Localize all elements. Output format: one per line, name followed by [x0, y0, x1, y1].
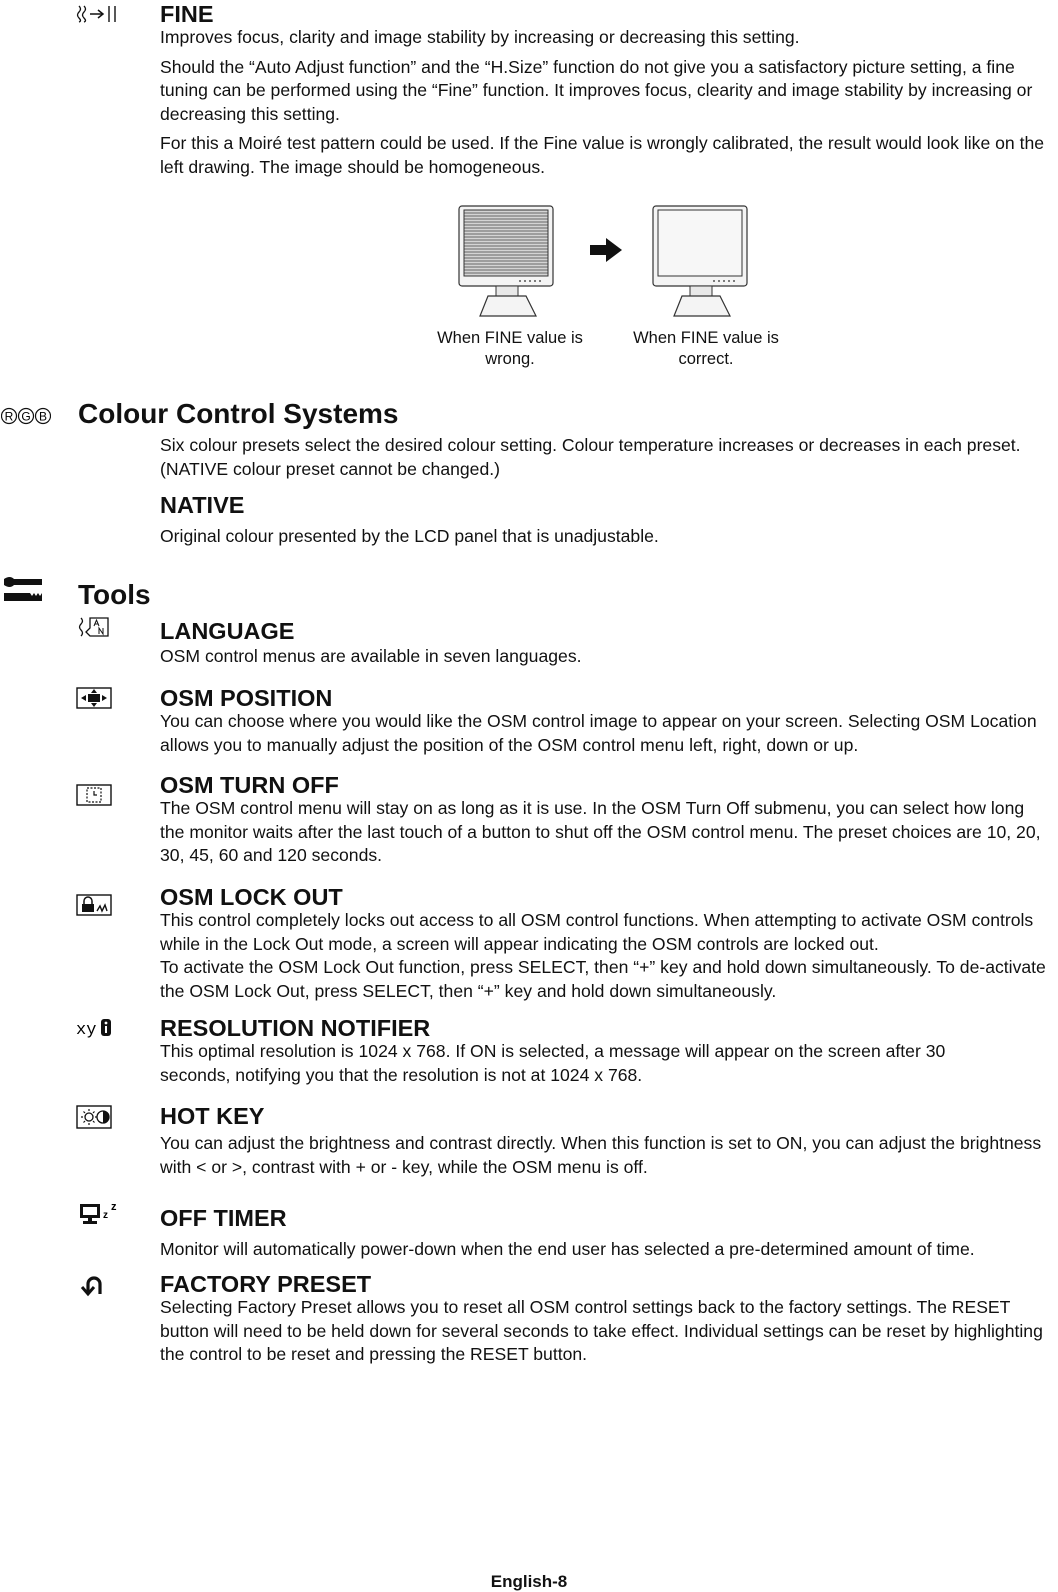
off-timer-title: OFF TIMER — [160, 1205, 287, 1231]
fine-intro: Improves focus, clarity and image stability by increasing or decreasing this setting. — [160, 27, 800, 47]
hot-key-text: You can adjust the brightness and contrast directly. When this function is set to ON, you can adjust the brightness with < or >, contrast with + or - key, while the OSM menu is off. — [160, 1133, 1042, 1177]
osm-position-section — [160, 686, 1048, 757]
arrow-right-icon — [590, 238, 622, 262]
language-section — [160, 619, 1048, 669]
fine-paragraph-2: Should the “Auto Adjust function” and the “H.Size” function do not give you a satisfactory picture setting, a fine tuning can be performed using the “Fine” function. It improves focus, clearity and image stability by increasing or decreasing this setting. — [160, 56, 1033, 124]
tools-icon — [2, 575, 44, 605]
fine-paragraph-3: For this a Moiré test pattern could be used. If the Fine value is wrongly calibrated, the result would look like on the left drawing. The image should be homogeneous. — [160, 133, 1045, 177]
native-text: Original colour presented by the LCD panel that is unadjustable. — [160, 526, 659, 546]
colour-control-title: Colour Control Systems — [78, 398, 399, 429]
osm-turn-off-title: OSM TURN OFF — [160, 772, 339, 798]
factory-preset-icon — [80, 1274, 102, 1298]
osm-turn-off-text: The OSM control menu will stay on as long as it is use. In the OSM Turn Off submenu, you can select how long the monitor waits after the last touch of a button to shut off the OSM control menu. The preset choices are 10, 20, 30, 45, 60 and 120 seconds. — [160, 798, 1041, 865]
osm-position-text: You can choose where you would like the OSM control image to appear on your screen. Selecting OSM Location allows you to manually adjust the position of the OSM control menu left, right, down or up. — [160, 711, 1037, 755]
osm-lock-out-section — [160, 885, 1048, 1003]
colour-intro: Six colour presets select the desired colour setting. Colour temperature increases or decreases in each preset. (NATIVE colour preset cannot be changed.) — [160, 435, 1021, 479]
sleep-z-small: z — [103, 1210, 108, 1221]
resolution-icon-letters: xy — [76, 1021, 97, 1039]
monitor-correct-icon — [653, 206, 747, 316]
page-number: English-8 — [490, 1572, 568, 1591]
language-title: LANGUAGE — [160, 618, 295, 644]
osm-lock-out-title: OSM LOCK OUT — [160, 884, 343, 910]
native-title: NATIVE — [160, 492, 245, 518]
factory-preset-section — [160, 1272, 1048, 1367]
rgb-letter-b: B — [38, 409, 48, 424]
hot-key-title: HOT KEY — [160, 1103, 265, 1129]
resolution-notifier-icon — [75, 1017, 115, 1039]
hot-key-section — [160, 1104, 1048, 1179]
colour-section — [160, 434, 1048, 549]
caption-wrong: When FINE value is wrong. — [437, 329, 583, 368]
caption-correct: When FINE value is correct. — [633, 329, 779, 368]
hot-key-icon — [76, 1105, 112, 1129]
monitor-wrong-icon — [459, 206, 553, 316]
osm-turn-off-section — [160, 773, 1048, 868]
sleep-z-large: z — [111, 1201, 117, 1213]
fine-section — [160, 2, 1048, 179]
resolution-notifier-text: This optimal resolution is 1024 x 768. If ON is selected, a message will appear on the screen after 30 seconds, notifying you that the resolution is not at 1024 x 768. — [160, 1041, 946, 1085]
rgb-icon — [1, 406, 51, 426]
tools-title: Tools — [78, 579, 151, 610]
language-text: OSM control menus are available in seven languages. — [160, 646, 582, 666]
rgb-letter-r: R — [4, 409, 14, 424]
factory-preset-title: FACTORY PRESET — [160, 1271, 372, 1297]
osm-turn-off-icon — [76, 784, 112, 806]
rgb-letter-g: G — [21, 409, 31, 424]
off-timer-icon — [78, 1198, 124, 1228]
osm-position-icon — [76, 687, 112, 709]
off-timer-text: Monitor will automatically power-down when the end user has selected a pre-determined amount of time. — [160, 1239, 975, 1259]
resolution-notifier-section — [160, 1016, 1048, 1087]
resolution-notifier-title: RESOLUTION NOTIFIER — [160, 1015, 431, 1041]
fine-icon — [76, 4, 122, 24]
fine-illustration — [450, 200, 760, 325]
osm-lock-out-text-1: This control completely locks out access to all OSM control functions. When attempting to activate OSM controls while in the Lock Out mode, a screen will appear indicating the OSM controls are locked out. — [160, 910, 1034, 954]
osm-position-title: OSM POSITION — [160, 685, 333, 711]
language-icon — [76, 616, 114, 640]
factory-preset-text: Selecting Factory Preset allows you to reset all OSM control settings back to the factory settings. The RESET button will need to be held down for several seconds to take effect. Individual settings can be reset by highlighting the control to be reset and pressing the RESET button. — [160, 1297, 1043, 1364]
osm-lock-out-text-2: To activate the OSM Lock Out function, press SELECT, then “+” key and hold down simultaneously. To de-activate the OSM Lock Out, press SELECT, then “+” key and hold down simultaneously. — [160, 957, 1046, 1001]
osm-lock-out-icon — [76, 894, 112, 916]
fine-title: FINE — [160, 1, 214, 27]
off-timer-section — [160, 1206, 1048, 1262]
